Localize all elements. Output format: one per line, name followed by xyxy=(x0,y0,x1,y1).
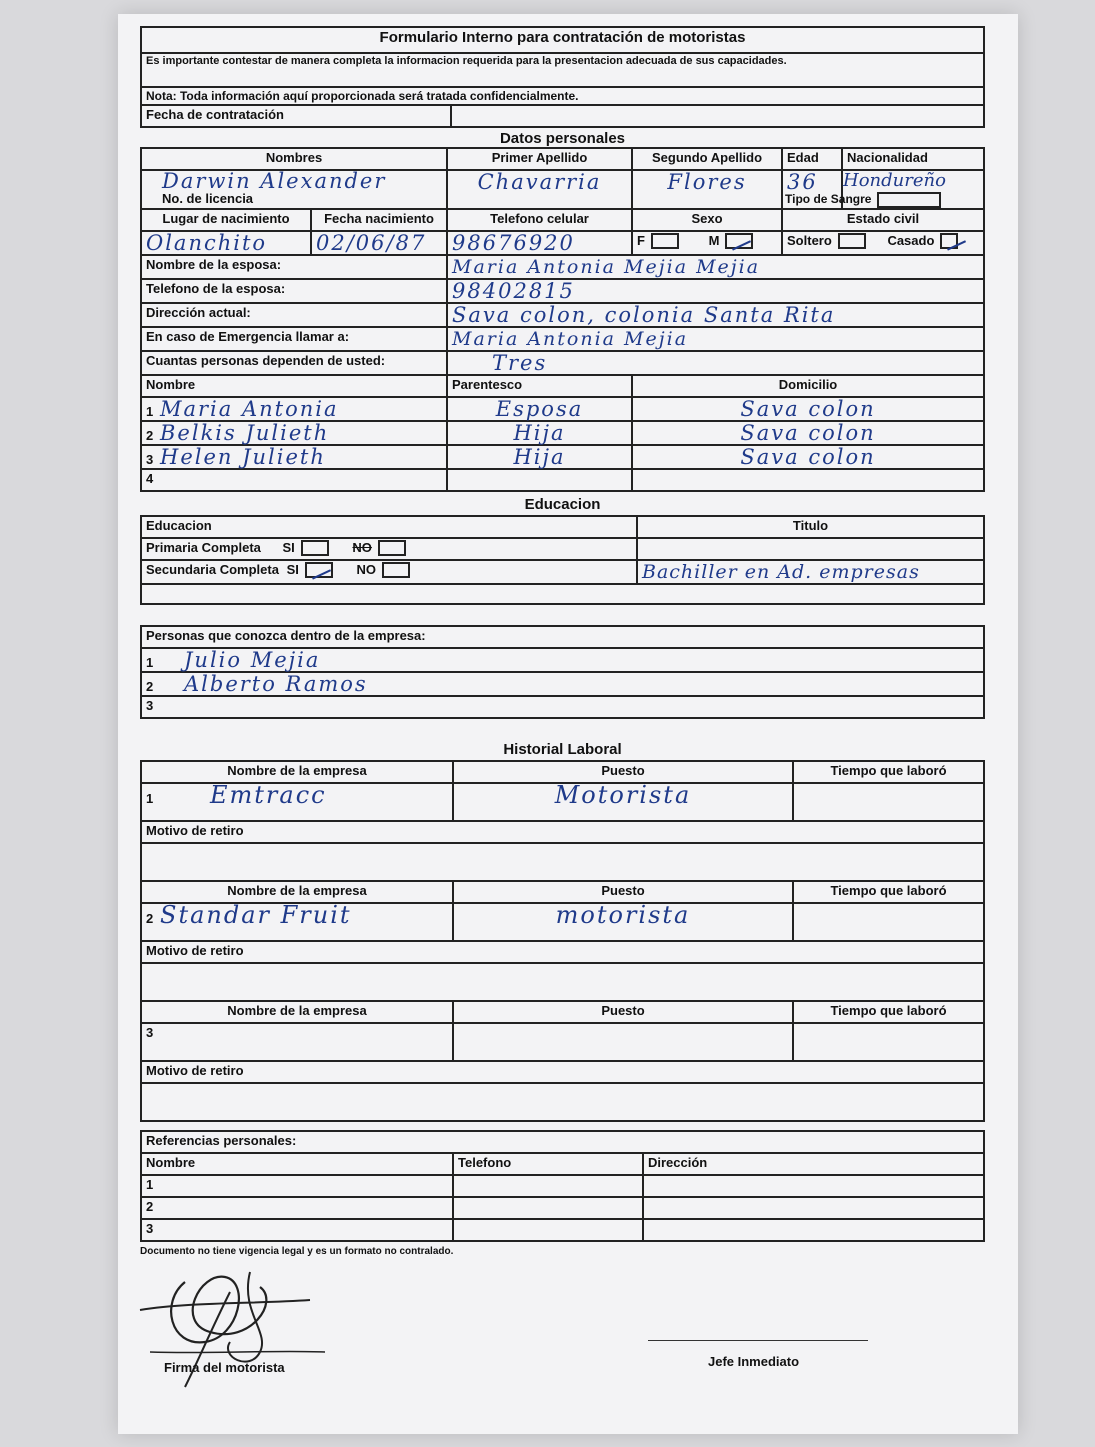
dependent-row[interactable] xyxy=(141,469,984,491)
contacts-table xyxy=(140,625,985,719)
jefe-label: Jefe Inmediato xyxy=(708,1354,800,1369)
sexo-f-label: F xyxy=(637,232,645,248)
ref-row-number: 1 xyxy=(146,1176,154,1192)
lugar-nacimiento-label: Lugar de nacimiento xyxy=(141,209,311,231)
esposa-field[interactable] xyxy=(447,255,984,279)
job-empresa: Standar Fruit xyxy=(160,900,352,929)
tipo-sangre-label: Tipo de Sangre xyxy=(785,192,872,206)
titulo-field-top[interactable] xyxy=(637,538,984,560)
dep-parentesco-header: Parentesco xyxy=(447,375,632,397)
job-number: 1 xyxy=(146,790,154,806)
fecha-nacimiento-value: 02/06/87 xyxy=(316,230,427,255)
dep-row-number: 1 xyxy=(146,403,154,419)
job-empresa: Emtracc xyxy=(210,780,327,809)
soltero-label: Soltero xyxy=(787,232,832,248)
dependent-row[interactable] xyxy=(141,397,984,421)
form-note: Nota: Toda información aquí proporcionada será tratada confidencialmente. xyxy=(141,87,984,105)
primer-apellido-field[interactable] xyxy=(447,170,632,209)
primaria-no-checkbox[interactable] xyxy=(378,540,406,556)
emergencia-value: Maria Antonia Mejia xyxy=(452,327,689,350)
motivo-field[interactable] xyxy=(141,963,984,1001)
secundaria-no-label: NO xyxy=(356,561,376,577)
esposa-value: Maria Antonia Mejia Mejia xyxy=(452,255,761,278)
segundo-apellido-value: Flores xyxy=(667,170,747,194)
dep-domicilio: Sava colon xyxy=(740,444,876,469)
nacionalidad-label: Nacionalidad xyxy=(842,148,984,170)
dep-parentesco: Hija xyxy=(513,420,566,445)
dep-domicilio: Sava colon xyxy=(740,396,876,421)
references-table xyxy=(140,1130,985,1242)
licencia-label: No. de licencia xyxy=(162,191,254,206)
motivo-field[interactable] xyxy=(141,1083,984,1121)
primaria-si-checkbox[interactable] xyxy=(301,540,329,556)
primaria-row xyxy=(141,538,637,560)
job-row[interactable] xyxy=(141,783,984,821)
direccion-label: Dirección actual: xyxy=(141,303,447,327)
contact-number: 1 xyxy=(146,654,154,670)
segundo-apellido-field[interactable] xyxy=(632,170,782,209)
hire-date-table xyxy=(140,104,985,128)
empresa-header: Nombre de la empresa xyxy=(141,881,453,903)
tel-esposa-value: 98402815 xyxy=(452,278,575,303)
history-table xyxy=(140,760,985,1122)
primer-apellido-value: Chavarria xyxy=(477,170,602,194)
dep-nombre: Belkis Julieth xyxy=(160,420,330,445)
contact-row[interactable] xyxy=(141,648,984,672)
dep-domicilio: Sava colon xyxy=(740,420,876,445)
job-tiempo xyxy=(793,903,984,941)
form-intro: Es importante contestar de manera completa la informacion requerida para la presentacion adecuada de sus capacidades. xyxy=(141,53,984,87)
emergencia-field[interactable] xyxy=(447,327,984,351)
tiempo-header: Tiempo que laboró xyxy=(793,881,984,903)
sexo-field xyxy=(632,231,782,255)
fecha-nacimiento-field[interactable] xyxy=(311,231,447,255)
sexo-label: Sexo xyxy=(632,209,782,231)
reference-row[interactable] xyxy=(141,1219,984,1241)
telefono-celular-value: 98676920 xyxy=(452,230,575,255)
personal-table xyxy=(140,147,985,376)
motivo-label: Motivo de retiro xyxy=(141,941,984,963)
ref-direccion-header: Dirección xyxy=(643,1153,984,1175)
dep-nombre: Maria Antonia xyxy=(160,396,339,421)
nombres-value: Darwin Alexander xyxy=(162,169,387,193)
lugar-nacimiento-value: Olanchito xyxy=(146,230,268,255)
dependents-table xyxy=(140,374,985,492)
dependientes-label: Cuantas personas dependen de usted: xyxy=(141,351,447,375)
history-section-title: Historial Laboral xyxy=(503,740,622,758)
references-label: Referencias personales: xyxy=(141,1131,984,1153)
job-tiempo xyxy=(793,1023,984,1061)
form-title: Formulario Interno para contratación de motoristas xyxy=(141,27,984,53)
firma-label: Firma del motorista xyxy=(164,1360,285,1375)
education-table xyxy=(140,515,985,605)
empresa-header: Nombre de la empresa xyxy=(141,761,453,783)
dep-nombre-header: Nombre xyxy=(141,375,447,397)
contact-row[interactable] xyxy=(141,672,984,696)
sexo-f-checkbox[interactable] xyxy=(651,233,679,249)
tiempo-header: Tiempo que laboró xyxy=(793,761,984,783)
direccion-field[interactable] xyxy=(447,303,984,327)
hire-date-value[interactable] xyxy=(451,105,984,127)
secundaria-row xyxy=(141,560,637,584)
disclaimer: Documento no tiene vigencia legal y es un formato no contralado. xyxy=(140,1245,454,1257)
dependent-row[interactable] xyxy=(141,445,984,469)
puesto-header: Puesto xyxy=(453,881,793,903)
personal-section-title: Datos personales xyxy=(499,130,626,147)
form xyxy=(140,26,985,1257)
estado-civil-label: Estado civil xyxy=(782,209,984,231)
direccion-value: Sava colon, colonia Santa Rita xyxy=(452,302,836,327)
sexo-m-label: M xyxy=(708,232,720,248)
header-table xyxy=(140,26,985,106)
tel-esposa-field[interactable] xyxy=(447,279,984,303)
ref-row-number: 2 xyxy=(146,1198,154,1214)
reference-row[interactable] xyxy=(141,1175,984,1197)
edad-label: Edad xyxy=(782,148,842,170)
casado-label: Casado xyxy=(887,232,935,248)
job-row[interactable] xyxy=(141,1023,984,1061)
lugar-nacimiento-field[interactable] xyxy=(141,231,311,255)
contact-number: 2 xyxy=(146,678,154,694)
dep-nombre: Helen Julieth xyxy=(160,444,326,469)
contacts-label: Personas que conozca dentro de la empresa: xyxy=(141,626,984,648)
secundaria-label: Secundaria Completa xyxy=(146,561,279,577)
job-puesto: Motorista xyxy=(554,780,692,809)
contact-name: Julio Mejia xyxy=(184,647,321,672)
education-section-title: Educacion xyxy=(524,495,601,513)
puesto-header: Puesto xyxy=(453,761,793,783)
secundaria-no-checkbox[interactable] xyxy=(382,562,410,578)
secundaria-si-label: SI xyxy=(286,561,299,577)
primaria-label: Primaria Completa xyxy=(146,539,261,555)
primaria-no-label: NO xyxy=(352,539,372,555)
estado-civil-field xyxy=(782,231,984,255)
sexo-m-checkbox[interactable] xyxy=(725,233,753,249)
secundaria-si-checkbox[interactable] xyxy=(305,562,333,578)
jefe-signature-line[interactable] xyxy=(648,1340,868,1341)
job-number: 2 xyxy=(146,910,154,926)
motivo-label: Motivo de retiro xyxy=(141,1061,984,1083)
edad-value: 36 xyxy=(787,170,818,194)
tiempo-header: Tiempo que laboró xyxy=(793,1001,984,1023)
titulo-field[interactable] xyxy=(637,560,984,584)
segundo-apellido-label: Segundo Apellido xyxy=(632,148,782,170)
education-blank-row[interactable] xyxy=(141,584,984,604)
job-tiempo xyxy=(793,783,984,821)
emergencia-label: En caso de Emergencia llamar a: xyxy=(141,327,447,351)
dep-row-number: 2 xyxy=(146,427,154,443)
dep-domicilio-header: Domicilio xyxy=(632,375,984,397)
dependientes-field[interactable] xyxy=(447,351,984,375)
dep-parentesco: Esposa xyxy=(495,396,584,421)
dep-parentesco: Hija xyxy=(513,444,566,469)
fecha-nacimiento-label: Fecha nacimiento xyxy=(311,209,447,231)
titulo-value: Bachiller en Ad. empresas xyxy=(642,560,920,583)
casado-checkbox[interactable] xyxy=(940,233,958,249)
soltero-checkbox[interactable] xyxy=(838,233,866,249)
telefono-celular-field[interactable] xyxy=(447,231,632,255)
ref-telefono-header: Telefono xyxy=(453,1153,643,1175)
job-puesto: motorista xyxy=(555,900,691,929)
nombres-field[interactable] xyxy=(141,170,447,209)
dependent-row[interactable] xyxy=(141,421,984,445)
dep-row-number: 3 xyxy=(146,451,154,467)
contact-row[interactable] xyxy=(141,696,984,718)
dependientes-value: Tres xyxy=(492,350,548,375)
primer-apellido-label: Primer Apellido xyxy=(447,148,632,170)
tipo-sangre-box[interactable] xyxy=(877,192,941,208)
tel-esposa-label: Telefono de la esposa: xyxy=(141,279,447,303)
job-row[interactable] xyxy=(141,903,984,941)
nombres-label: Nombres xyxy=(141,148,447,170)
nacionalidad-value: Hondureño xyxy=(843,170,946,191)
empresa-header: Nombre de la empresa xyxy=(141,1001,453,1023)
contact-number: 3 xyxy=(146,697,154,713)
hire-date-label: Fecha de contratación xyxy=(141,105,451,127)
esposa-label: Nombre de la esposa: xyxy=(141,255,447,279)
reference-row[interactable] xyxy=(141,1197,984,1219)
education-label: Educacion xyxy=(141,516,637,538)
job-number: 3 xyxy=(146,1024,154,1040)
telefono-celular-label: Telefono celular xyxy=(447,209,632,231)
contact-name: Alberto Ramos xyxy=(184,671,368,696)
ref-nombre-header: Nombre xyxy=(141,1153,453,1175)
primaria-si-label: SI xyxy=(282,539,295,555)
motivo-field[interactable] xyxy=(141,843,984,881)
motivo-label: Motivo de retiro xyxy=(141,821,984,843)
ref-row-number: 3 xyxy=(146,1220,154,1236)
dep-row-number: 4 xyxy=(146,470,154,486)
titulo-label: Titulo xyxy=(637,516,984,538)
puesto-header: Puesto xyxy=(453,1001,793,1023)
